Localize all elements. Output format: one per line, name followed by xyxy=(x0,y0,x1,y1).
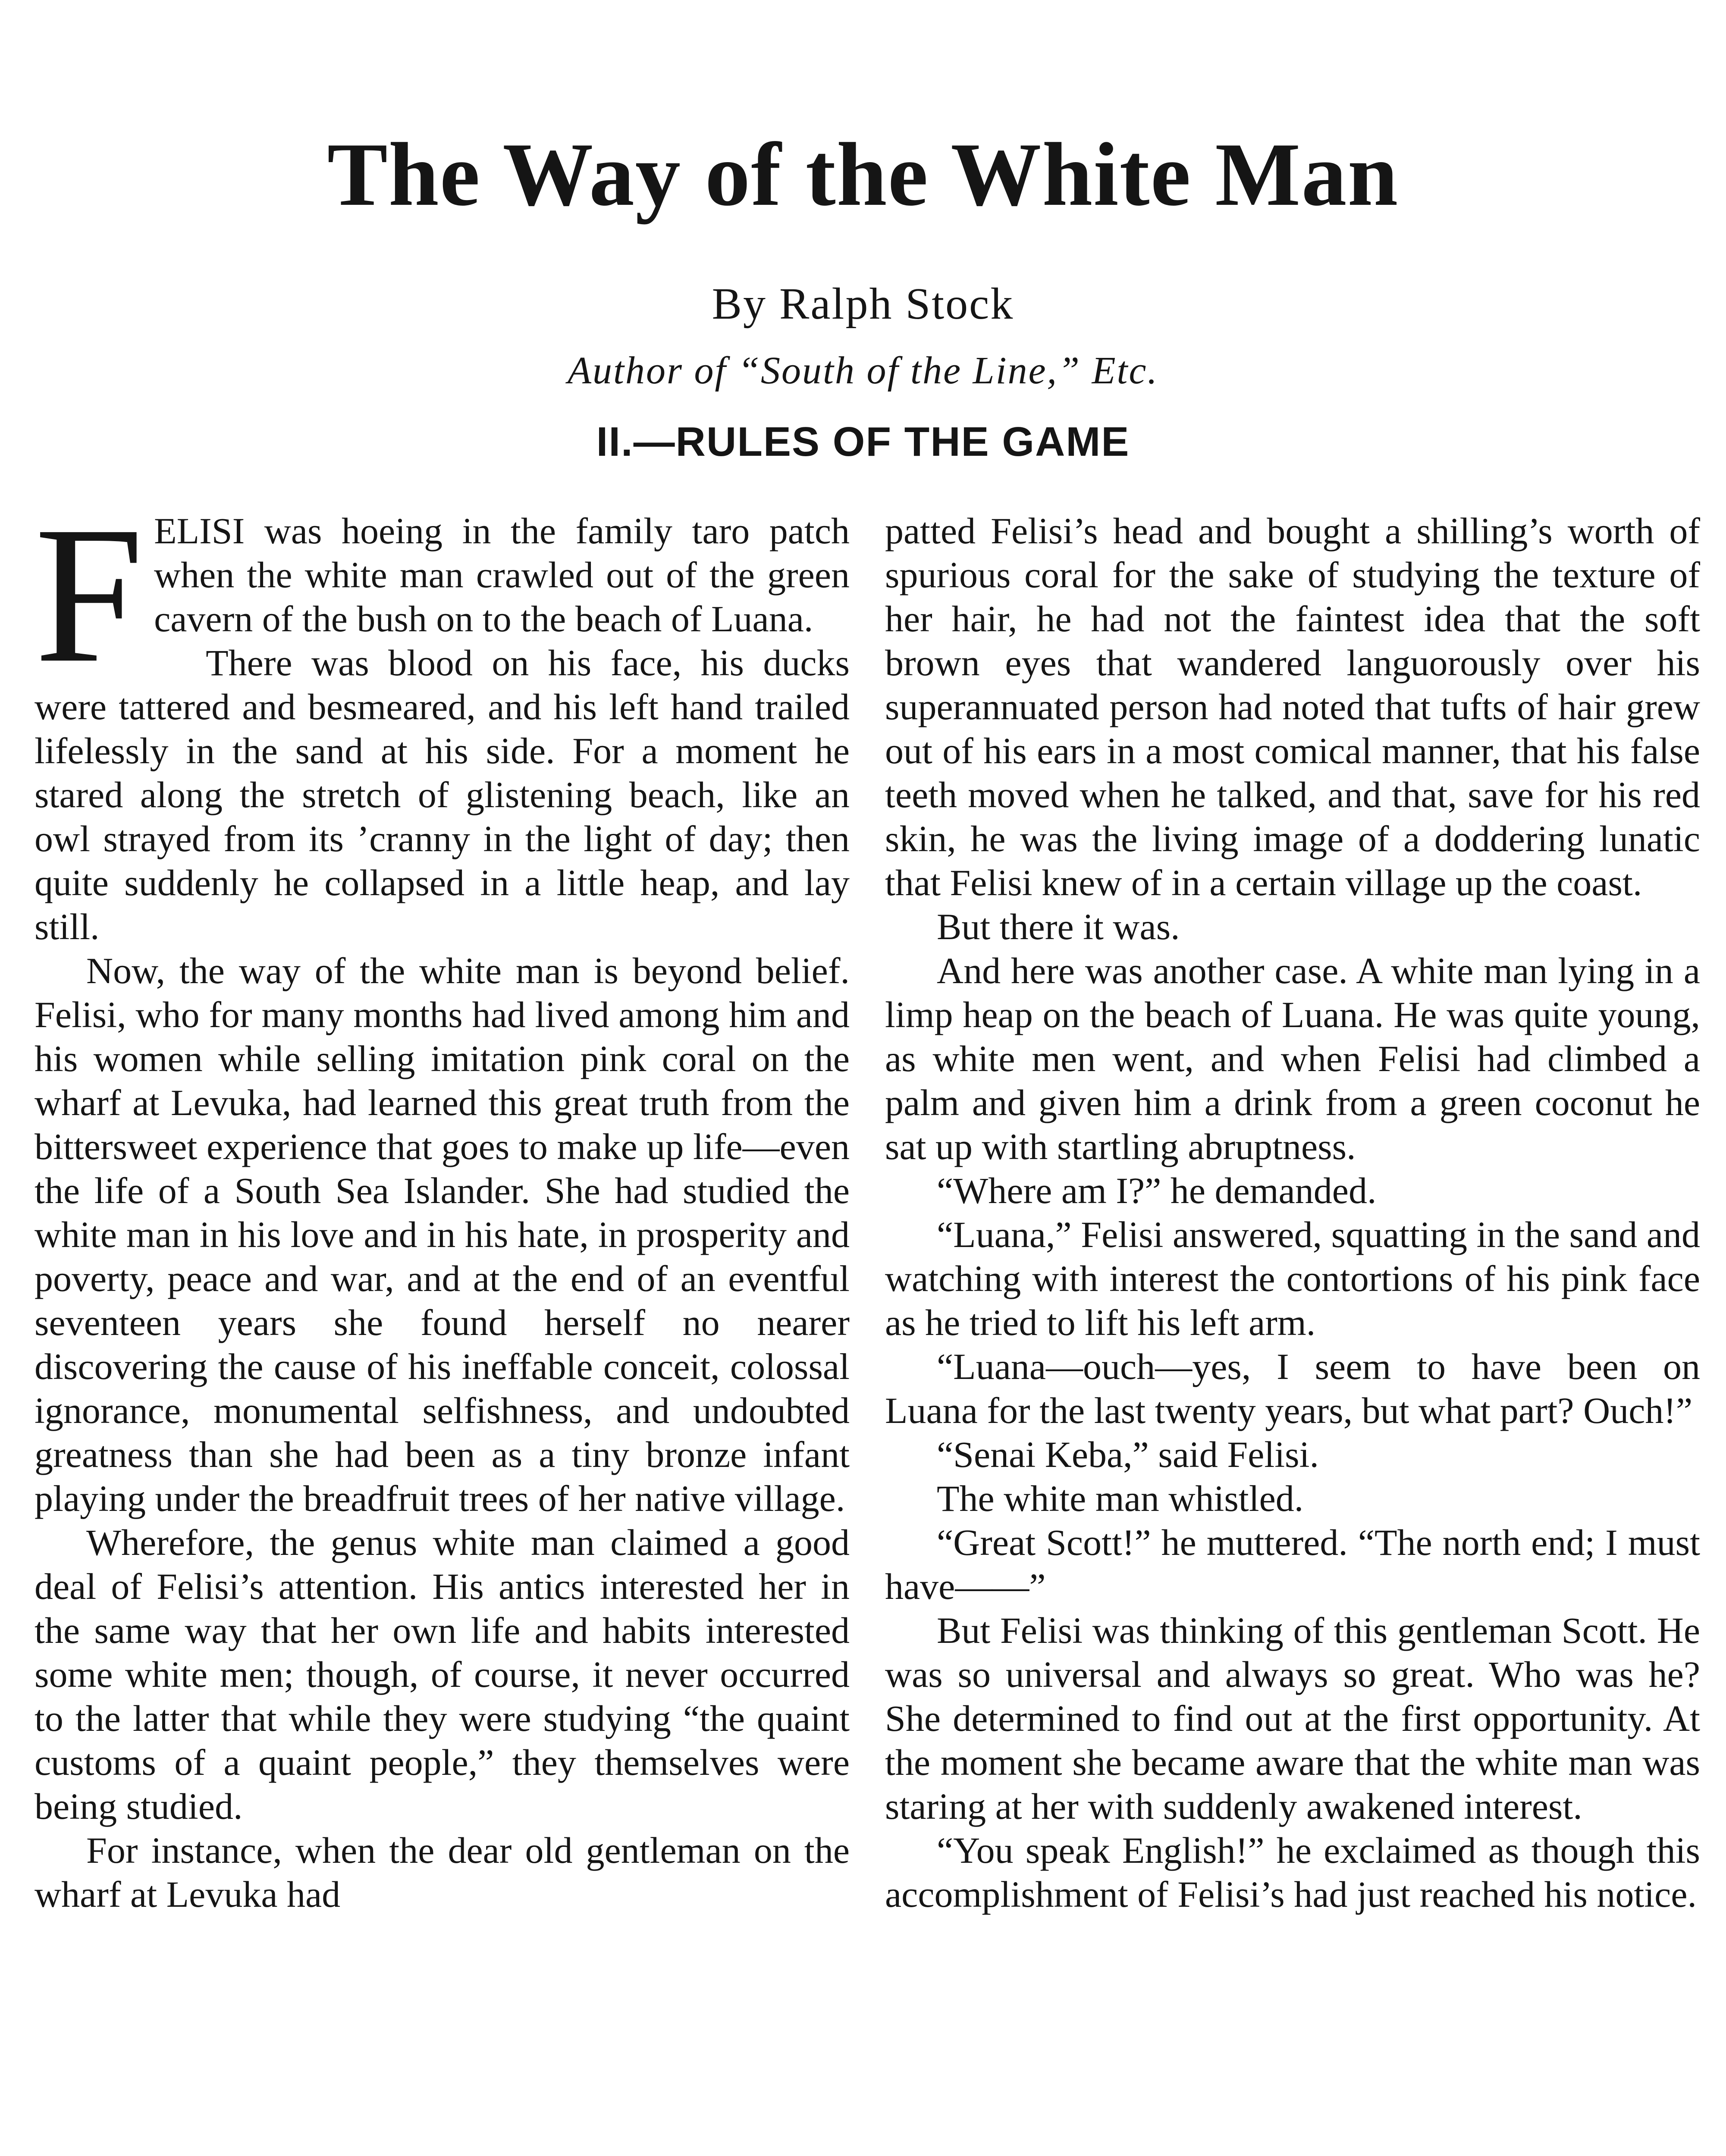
drop-cap: F xyxy=(35,486,144,703)
paragraph: There was blood on his face, his ducks were tattered and besmeared, and his left hand trailed lifelessly in the sand at his side. For a moment he stared along the stretch of glistening beach, like an owl strayed from its ’cranny in the light of day; then quite suddenly he collapsed in a little heap, and lay still. xyxy=(35,642,850,947)
paragraph: Wherefore, the genus white man claimed a good deal of Felisi’s attention. His antics interested her in the same way that her own life and habits interested some white men; though, of course, it never occurred to the latter that while they were studying “the quaint customs of a quaint people,” they themselves were being studied. xyxy=(35,1522,850,1827)
byline: By Ralph Stock xyxy=(712,279,1014,329)
paragraph: But there it was. xyxy=(937,906,1180,947)
paragraph: “Luana—ouch—yes, I seem to have been on Luana for the last twenty years, but what part? Ouch!” xyxy=(885,1346,1700,1431)
chapter-heading: II.—RULES OF THE GAME xyxy=(596,419,1130,465)
paragraph: And here was another case. A white man lying in a limp heap on the beach of Luana. He was quite young, as white men went, and when Felisi had climbed a palm and given him a drink from a green coconut he sat up with startling abruptness. xyxy=(885,950,1700,1167)
paragraph: “Senai Keba,” said Felisi. xyxy=(937,1434,1319,1475)
left-column xyxy=(35,486,850,1916)
paragraph xyxy=(35,486,850,703)
paragraph: patted Felisi’s head and bought a shilling’s worth of spurious coral for the sake of studying the texture of her hair, he had not the faintest idea that the soft brown eyes that wandered languorously over his superannuated person had noted that tufts of hair grew out of his ears in a most comical manner, that his false teeth moved when he talked, and that, save for his red skin, he was the living image of a doddering lunatic that Felisi knew of in a certain village up the coast. xyxy=(885,510,1700,903)
right-column xyxy=(885,509,1700,1916)
paragraph-text: ELISI was hoeing in the family taro patch when the white man crawled out of the green cavern of the bush on to the beach of Luana. xyxy=(154,510,850,639)
paragraph: Now, the way of the white man is beyond belief. Felisi, who for many months had lived among him and his women while selling imitation pink coral on the wharf at Levuka, had learned this great truth from the bittersweet experience that goes to make up life—even the life of a South Sea Islander. She had studied the white man in his love and in his hate, in prosperity and poverty, peace and war, and at the end of an eventful seventeen years she found herself no nearer discovering the cause of his ineffable conceit, colossal ignorance, monumental selfishness, and undoubted greatness than she had been as a tiny bronze infant playing under the breadfruit trees of her native village. xyxy=(35,950,850,1519)
paragraph: But Felisi was thinking of this gentleman Scott. He was so universal and always so great. Who was he? She determined to find out at the first opportunity. At the moment she became aware that the white man was staring at her with suddenly awakened interest. xyxy=(885,1610,1700,1827)
paragraph: “Great Scott!” he muttered. “The north end; I must have——” xyxy=(885,1522,1700,1607)
author-note: Author of “South of the Line,” Etc. xyxy=(567,349,1158,392)
paragraph: “Luana,” Felisi answered, squatting in the sand and watching with interest the contortions of his pink face as he tried to lift his left arm. xyxy=(885,1214,1700,1343)
paragraph: For instance, when the dear old gentleman on the wharf at Levuka had xyxy=(35,1830,850,1915)
story-title: The Way of the White Man xyxy=(327,125,1399,225)
paragraph: “You speak English!” he exclaimed as though this accomplishment of Felisi’s had just reached his notice. xyxy=(885,1830,1700,1915)
paragraph: The white man whistled. xyxy=(937,1478,1304,1519)
paragraph: “Where am I?” he demanded. xyxy=(937,1170,1377,1211)
